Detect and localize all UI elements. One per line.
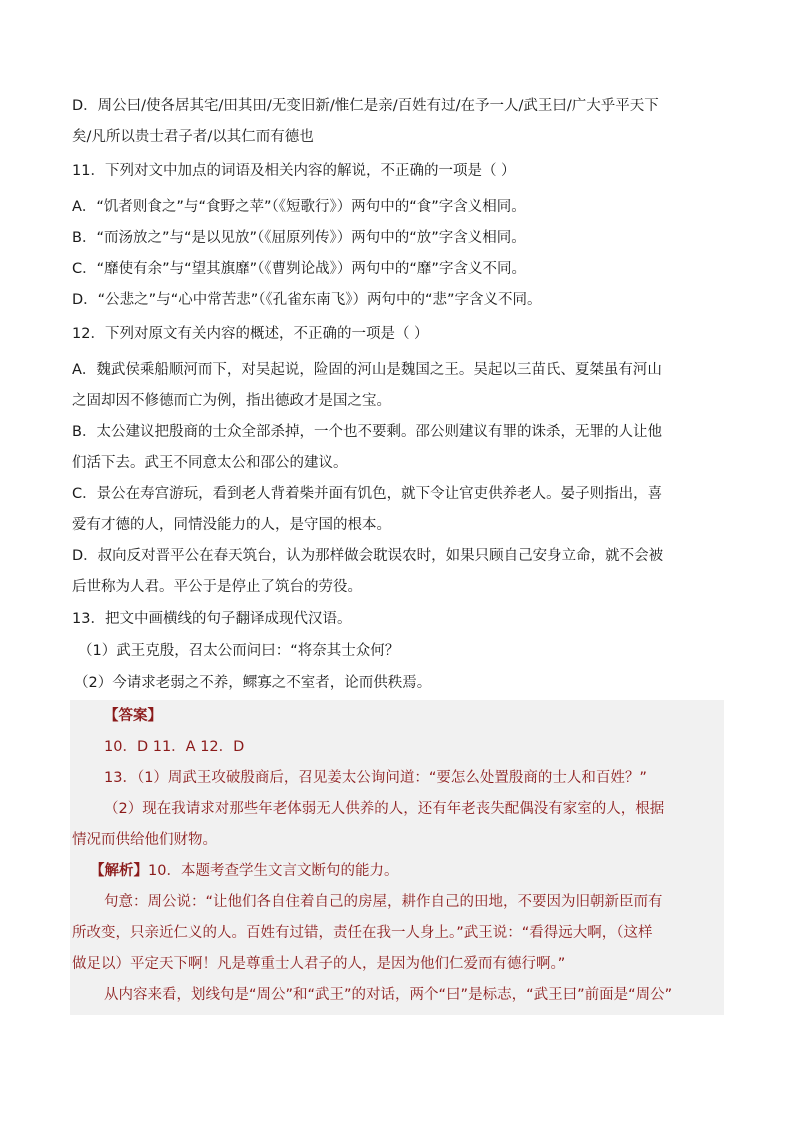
explanation-heading [90, 861, 724, 881]
q12-option-b-line1: B．太公建议把殷商的士众全部杀掉，一个也不要剩。邵公则建议有罪的诛杀，无罪的人让他 [72, 424, 662, 440]
explanation-line-3: 做足以）平定天下啊！凡是尊重士人君子的人，是因为他们仁爱而有德行啊。” [72, 956, 566, 972]
q12-option-a-line2: 之固却因不修德而亡为例，指出德政才是国之宝。 [72, 393, 391, 409]
explanation-tag: 【解析】 [90, 863, 148, 879]
explanation-line-4: 从内容来看，划线句是“周公”和“武王”的对话，两个“曰”是标志，“武王曰”前面是“周公” [104, 987, 673, 1003]
q12-option-c-line2: 爱有才德的人，同情没能力的人，是守国的根本。 [72, 517, 391, 533]
q11-option-b: B．“而汤放之”与“是以见放”（《屈原列传》）两句中的“放”字含义相同。 [72, 230, 526, 246]
answer-translation-2-line2: 情况而供给他们财物。 [72, 832, 217, 848]
q13-sentence-2: （2）今请求老弱之不养，鳏寡之不室者，论而供秩焉。 [74, 675, 432, 691]
q12-option-b-line2: 们活下去。武王不同意太公和邵公的建议。 [72, 455, 348, 471]
q12-stem: 12．下列对原文有关内容的概述，不正确的一项是（ ） [72, 326, 429, 342]
q12-option-d-line1: D．叔向反对晋平公在春天筑台，认为那样做会耽误农时，如果只顾自己安身立命，就不会被 [72, 548, 664, 564]
q13-stem: 13．把文中画横线的句子翻译成现代汉语。 [72, 611, 352, 627]
q12-option-d-line2: 后世称为人君。平公于是停止了筑台的劳役。 [72, 579, 362, 595]
q11-option-a: A．“饥者则食之”与“食野之苹”（《短歌行》）两句中的“食”字含义相同。 [72, 199, 526, 215]
answer-translation-1: 13．（1）周武王攻破殷商后，召见姜太公询问道：“要怎么处置殷商的士人和百姓？” [104, 770, 647, 786]
q11-option-d: D．“公悲之”与“心中常苦悲”（《孔雀东南飞》）两句中的“悲”字含义不同。 [72, 292, 542, 308]
answer-tag: 【答案】 [104, 708, 162, 724]
explanation-head-text: 10．本题考查学生文言文断句的能力。 [148, 863, 399, 879]
q11-stem: 11．下列对文中加点的词语及相关内容的解说，不正确的一项是（ ） [72, 163, 516, 179]
q13-sentence-1: （1）武王克殷，召太公而问曰：“将奈其士众何？ [78, 643, 400, 659]
q12-option-c-line1: C．景公在寿宫游玩，看到老人背着柴并面有饥色，就下令让官吏供养老人。晏子则指出，喜 [72, 486, 663, 502]
q10-option-d-line1: D．周公曰/使各居其宅/田其田/无变旧新/惟仁是亲/百姓有过/在予一人/武王曰/广大乎平天下 [72, 98, 659, 114]
explanation-line-2: 所改变，只亲近仁义的人。百姓有过错，责任在我一人身上。”武王说：“看得远大啊，（这样 [72, 925, 653, 941]
q11-option-c: C．“靡使有余”与“望其旗靡”（《曹刿论战》）两句中的“靡”字含义不同。 [72, 261, 526, 277]
answer-choices: 10．D 11．A 12．D [104, 739, 245, 755]
explanation-line-1: 句意：周公说：“让他们各自住着自己的房屋，耕作自己的田地，不要因为旧朝新臣而有 [104, 894, 663, 910]
q10-option-d-line2: 矣/凡所以贵士君子者/以其仁而有德也 [72, 129, 314, 145]
answer-translation-2-line1: （2）现在我请求对那些年老体弱无人供养的人，还有年老丧失配偶没有家室的人，根据 [104, 801, 665, 817]
q12-option-a-line1: A．魏武侯乘船顺河而下，对吴起说，险固的河山是魏国之王。吴起以三苗氏、夏桀虽有河山 [72, 362, 662, 378]
